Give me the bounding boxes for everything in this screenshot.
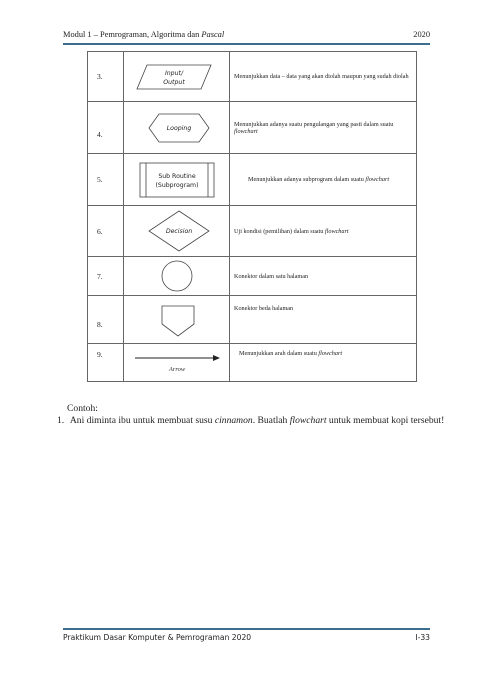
symbol-cell [124, 52, 230, 102]
symbol-cell [124, 344, 230, 382]
table-row [88, 154, 417, 206]
header-title-main: Modul 1 – Pemrograman, Algoritma dan [63, 30, 202, 39]
desc-text: Menunjukkan adanya subprogram dalam suatu [248, 176, 366, 183]
symbol-cell [124, 206, 230, 257]
desc-text: Menunjukkan data – data yang akan diolah maupun yang sudah diolah [234, 73, 409, 80]
row-number: 6. [88, 206, 124, 257]
item-number: 1. [57, 415, 65, 426]
desc-italic: flowchart [324, 227, 349, 235]
symbol-cell [124, 154, 230, 206]
footer-rule [63, 628, 430, 630]
row-description [230, 52, 417, 102]
page-footer [63, 633, 430, 645]
connector-circle-icon [127, 259, 227, 293]
header-title [63, 30, 224, 39]
row-description [230, 257, 417, 296]
row-number: 3. [88, 52, 124, 102]
row-description [230, 206, 417, 257]
symbol-cell [124, 296, 230, 344]
offpage-connector-pentagon-icon [127, 300, 227, 340]
footer-page-number: I-33 [415, 633, 430, 642]
example-item [57, 415, 444, 426]
decision-diamond-icon [127, 209, 227, 253]
desc-text: Konektor beda halaman [234, 305, 294, 312]
symbol-label: Arrow [168, 365, 185, 373]
table-row [88, 206, 417, 257]
flowchart-symbols-table [87, 51, 417, 382]
arrow-icon [127, 348, 227, 378]
table-row [88, 344, 417, 382]
header-rule [63, 43, 430, 45]
header-year: 2020 [413, 30, 430, 39]
item-text: untuk membuat kopi tersebut! [326, 415, 445, 426]
row-description [230, 344, 417, 382]
row-number: 4. [88, 102, 124, 154]
symbol-cell [124, 102, 230, 154]
item-italic: flowchart [289, 415, 327, 426]
table-row [88, 257, 417, 296]
symbol-label: Output [162, 78, 185, 86]
desc-text: Konektor dalam satu halaman [234, 272, 309, 280]
page-header [63, 30, 430, 42]
item-italic: cinnamon [214, 415, 253, 426]
row-description [230, 296, 417, 344]
desc-text: Menunjukkan arah dalam suatu [239, 350, 319, 357]
table-row [88, 102, 417, 154]
desc-italic: flowchart [234, 127, 258, 135]
item-text: . Buatlah [252, 415, 290, 426]
symbol-label: Looping [166, 124, 191, 132]
table-row [88, 52, 417, 102]
header-title-italic: Pascal [201, 30, 225, 39]
desc-text: Menunjukkan adanya suatu pengulangan yang pasti dalam suatu [234, 120, 394, 128]
footer-course-title: Praktikum Dasar Komputer & Pemrograman 2020 [63, 633, 252, 642]
example-heading: Contoh: [67, 403, 98, 414]
table-row [88, 296, 417, 344]
row-number: 9. [88, 344, 124, 382]
row-number: 7. [88, 257, 124, 296]
desc-italic: flowchart [365, 176, 390, 183]
looping-hexagon-icon [127, 109, 227, 147]
desc-text: Uji kondisi (pemilihan) dalam suatu [234, 227, 325, 235]
symbol-label: Decision [165, 228, 192, 235]
row-description [230, 154, 417, 206]
row-number: 8. [88, 296, 124, 344]
subroutine-rectangle-icon [127, 159, 227, 201]
row-number: 5. [88, 154, 124, 206]
row-description [230, 102, 417, 154]
symbol-label: Input/ [164, 69, 183, 77]
item-text: Ani diminta ibu untuk membuat susu [69, 415, 215, 426]
symbol-cell [124, 257, 230, 296]
symbol-label: Sub Routine [157, 172, 196, 180]
symbol-label: (Subprogram) [154, 181, 199, 189]
desc-italic: flowchart [318, 350, 343, 357]
input-output-parallelogram-icon [127, 59, 227, 95]
